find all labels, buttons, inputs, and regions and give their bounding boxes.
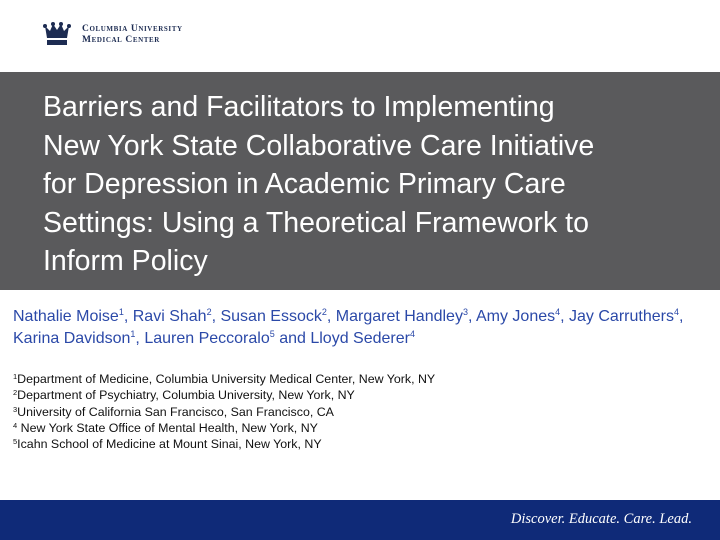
author-separator: , xyxy=(560,308,570,325)
affiliation-text: New York State Office of Mental Health, New York, NY xyxy=(17,420,318,435)
affiliation-text: Department of Medicine, Columbia University Medical Center, New York, NY xyxy=(17,372,436,386)
author-separator: , xyxy=(135,330,145,347)
title-line: Barriers and Facilitators to Implementing xyxy=(43,91,555,123)
affiliation-item xyxy=(13,436,703,452)
logo-text xyxy=(82,24,183,46)
author-name: Margaret Handley xyxy=(335,308,463,325)
author-separator: and xyxy=(274,330,311,347)
author-affiliation-number: 1 xyxy=(118,307,124,317)
author-separator: , xyxy=(678,308,684,325)
author-name: Jay Carruthers xyxy=(569,308,674,325)
affiliation-text: University of California San Francisco, San Francisco, CA xyxy=(17,404,334,419)
author-separator: , xyxy=(467,308,476,325)
title-line: Inform Policy xyxy=(43,245,208,277)
author-affiliation-number: 4 xyxy=(673,307,679,317)
author-separator: , xyxy=(211,308,221,325)
author-separator: , xyxy=(123,308,133,325)
affiliation-item xyxy=(13,404,703,420)
author-name: Susan Essock xyxy=(220,308,322,325)
author-affiliation-number: 1 xyxy=(130,329,136,339)
author-name: Ravi Shah xyxy=(132,308,207,325)
title-line: Settings: Using a Theoretical Framework to xyxy=(43,206,589,239)
columbia-logo[interactable] xyxy=(42,22,183,48)
author-affiliation-number: 2 xyxy=(321,307,327,317)
logo-line-2: Medical Center xyxy=(82,35,160,45)
title-line: New York State Collaborative Care Initiative xyxy=(43,129,595,162)
footer-tagline: Discover. Educate. Care. Lead. xyxy=(510,511,692,527)
title-line: for Depression in Academic Primary Care xyxy=(43,168,566,200)
author-name: Amy Jones xyxy=(475,308,556,325)
affiliation-text: Icahn School of Medicine at Mount Sinai, New York, NY xyxy=(17,437,322,452)
affiliation-number: 3 xyxy=(13,404,18,414)
affiliation-number: 4 xyxy=(13,420,18,430)
slide-title xyxy=(43,88,693,281)
author-name: Lauren Peccoralo xyxy=(144,330,270,347)
author-name: Nathalie Moise xyxy=(13,308,119,325)
author-list xyxy=(13,306,703,350)
author-name: Karina Davidson xyxy=(13,330,131,347)
affiliation-number: 1 xyxy=(13,372,18,381)
logo-line-1: Columbia University xyxy=(82,24,183,34)
affiliation-item xyxy=(13,420,703,436)
affiliation-number: 5 xyxy=(13,437,18,447)
header-bar xyxy=(0,0,720,72)
author-separator: , xyxy=(326,308,336,325)
author-affiliation-number: 4 xyxy=(409,329,415,339)
author-affiliation-number: 4 xyxy=(555,307,561,317)
author-affiliation-number: 5 xyxy=(269,329,275,339)
author-affiliation-number: 3 xyxy=(462,307,468,317)
affiliation-list xyxy=(13,371,703,452)
affiliation-text: Department of Psychiatry, Columbia University, New York, NY xyxy=(17,388,355,403)
affiliation-number: 2 xyxy=(13,388,18,398)
author-name: Lloyd Sederer xyxy=(310,330,410,347)
affiliation-item xyxy=(13,371,703,387)
affiliation-item xyxy=(13,387,703,403)
author-affiliation-number: 2 xyxy=(206,307,212,317)
crown-icon xyxy=(42,22,72,48)
